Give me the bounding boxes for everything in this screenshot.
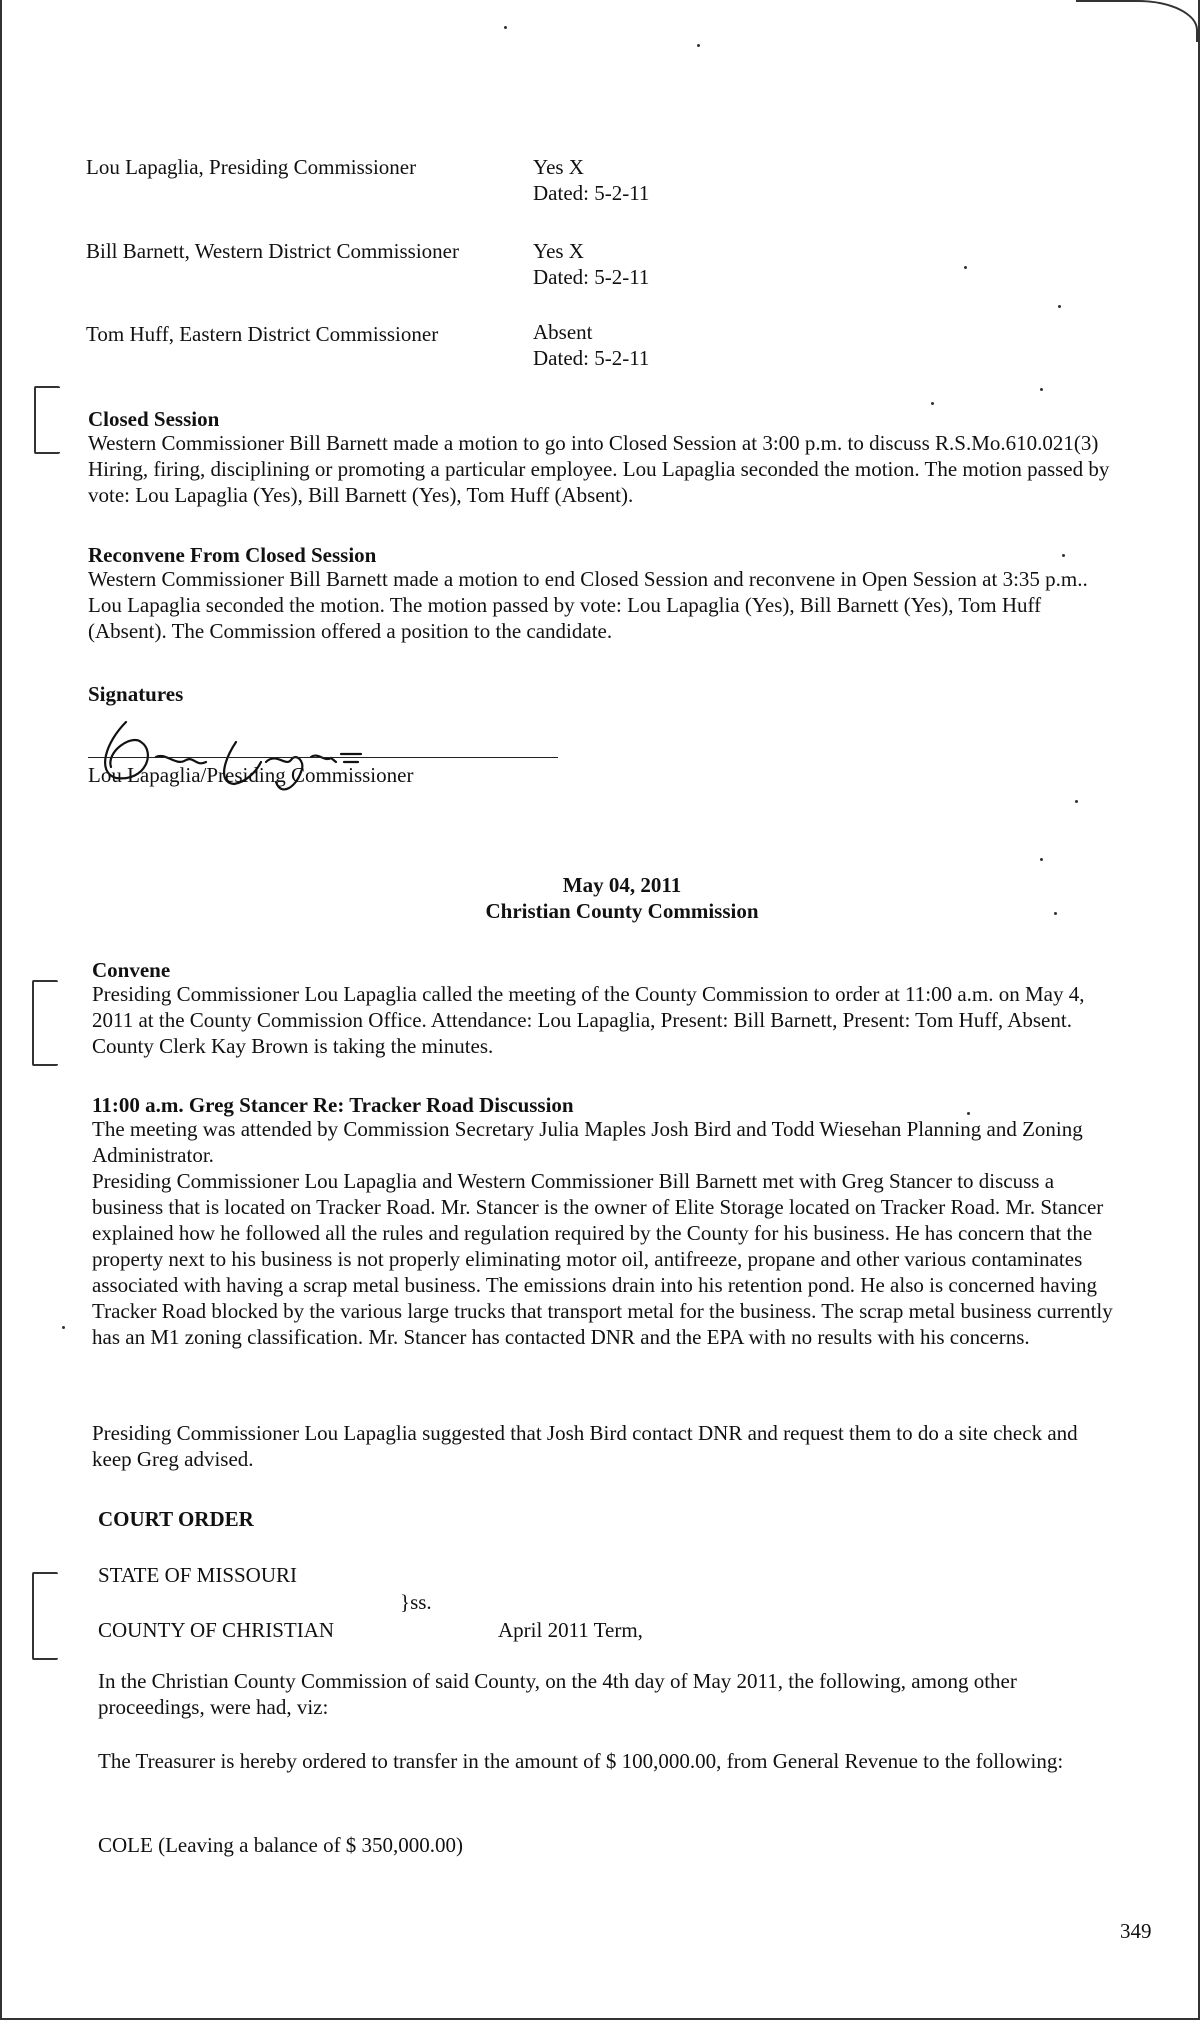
vote-value: Yes X — [533, 239, 584, 263]
closed-session-body: Western Commissioner Bill Barnett made a motion to go into Closed Session at 3:00 p.m. to discuss R.S.Mo.610.021(3) Hiring, firing, disciplining or promoting a particular employee. Lou Lapaglia seconded the motion. The motion passed by vote: Lou Lapaglia (Yes), Bill Barnett (Yes), Tom Huff (Absent). — [88, 431, 1110, 507]
court-order-county: COUNTY OF CHRISTIAN — [98, 1618, 335, 1642]
convene-heading: Convene — [92, 958, 171, 982]
scan-speck — [62, 1326, 65, 1329]
signer-title: Lou Lapaglia/Presiding Commissioner — [88, 763, 414, 787]
tracker-road-heading: 11:00 a.m. Greg Stancer Re: Tracker Road Discussion — [92, 1093, 574, 1117]
margin-bracket — [34, 386, 60, 454]
court-order-heading: COURT ORDER — [98, 1507, 254, 1531]
scan-speck — [1075, 800, 1078, 803]
court-order-p2: The Treasurer is hereby ordered to transfer in the amount of $ 100,000.00, from General Revenue to the following: — [98, 1749, 1064, 1773]
scan-speck — [1058, 305, 1061, 308]
court-order-p3: COLE (Leaving a balance of $ 350,000.00) — [98, 1833, 464, 1857]
scan-speck — [964, 266, 967, 269]
scan-speck — [967, 1112, 970, 1115]
scan-speck — [931, 402, 934, 405]
court-order-state: STATE OF MISSOURI — [98, 1563, 298, 1587]
vote-value: Absent — [533, 320, 593, 344]
court-order-term: April 2011 Term, — [498, 1618, 643, 1642]
reconvene-heading: Reconvene From Closed Session — [88, 543, 377, 567]
scan-speck — [1062, 554, 1065, 557]
vote-value: Yes X — [533, 155, 584, 179]
signature-line — [88, 757, 558, 758]
vote-dated: Dated: 5-2-11 — [533, 265, 650, 289]
closed-session-heading: Closed Session — [88, 407, 220, 431]
vote-name: Lou Lapaglia, Presiding Commissioner — [86, 155, 417, 179]
scan-speck — [697, 44, 700, 47]
scan-speck — [1040, 388, 1043, 391]
tracker-road-p3: Presiding Commissioner Lou Lapaglia suggested that Josh Bird contact DNR and request them to do a site check and keep Greg advised. — [92, 1421, 1078, 1471]
convene-body: Presiding Commissioner Lou Lapaglia called the meeting of the County Commission to order at 11:00 a.m. on May 4, 2011 at the County Commission Office. Attendance: Lou Lapaglia, Present: Bill Barnett, Present: Tom Huff, Absent. County Clerk Kay Brown is taking the minutes. — [92, 982, 1085, 1058]
court-order-p1: In the Christian County Commission of said County, on the 4th day of May 2011, the following, among other proceedings, were had, viz: — [98, 1669, 1017, 1719]
vote-dated: Dated: 5-2-11 — [533, 181, 650, 205]
signatures-heading: Signatures — [88, 682, 184, 706]
tracker-road-p2: Presiding Commissioner Lou Lapaglia and Western Commissioner Bill Barnett met with Greg Stancer to discuss a business that is located on Tracker Road. Mr. Stancer is the owner of Elite Storage located on Tracker Road. Mr. Stancer explained how he followed all the rules and regulation required by the County for his business. He has concern that the property next to his business is not properly eliminating motor oil, antifreeze, propane and other various contaminates associated with having a scrap metal business. The emissions drain into his retention pond. He also is concerned having Tracker Road blocked by the various large trucks that transport metal for the business. The scrap metal business currently has an M1 zoning classification. Mr. Stancer has contacted DNR and the EPA with no results with his concerns. — [92, 1169, 1113, 1349]
margin-bracket — [32, 1572, 58, 1660]
page-number: 349 — [1120, 1919, 1152, 1943]
vote-name: Tom Huff, Eastern District Commissioner — [86, 322, 439, 346]
vote-dated: Dated: 5-2-11 — [533, 346, 650, 370]
margin-bracket — [32, 980, 58, 1066]
scan-speck — [504, 26, 507, 29]
vote-name: Bill Barnett, Western District Commissioner — [86, 239, 459, 263]
meeting-date: May 04, 2011 — [562, 873, 682, 897]
court-order-ss: }ss. — [400, 1590, 432, 1614]
scan-speck — [1040, 858, 1043, 861]
page-corner-curl — [1076, 0, 1198, 42]
reconvene-body: Western Commissioner Bill Barnett made a motion to end Closed Session and reconvene in Open Session at 3:35 p.m.. Lou Lapaglia seconded the motion. The motion passed by vote: Lou Lapaglia (Yes), Bill Barnett (Yes), Tom Huff (Absent). The Commission offered a position to the candidate. — [88, 567, 1088, 643]
meeting-body-name: Christian County Commission — [485, 899, 759, 923]
tracker-road-p1: The meeting was attended by Commission Secretary Julia Maples Josh Bird and Todd Wiesehan Planning and Zoning Administrator. — [92, 1117, 1083, 1167]
